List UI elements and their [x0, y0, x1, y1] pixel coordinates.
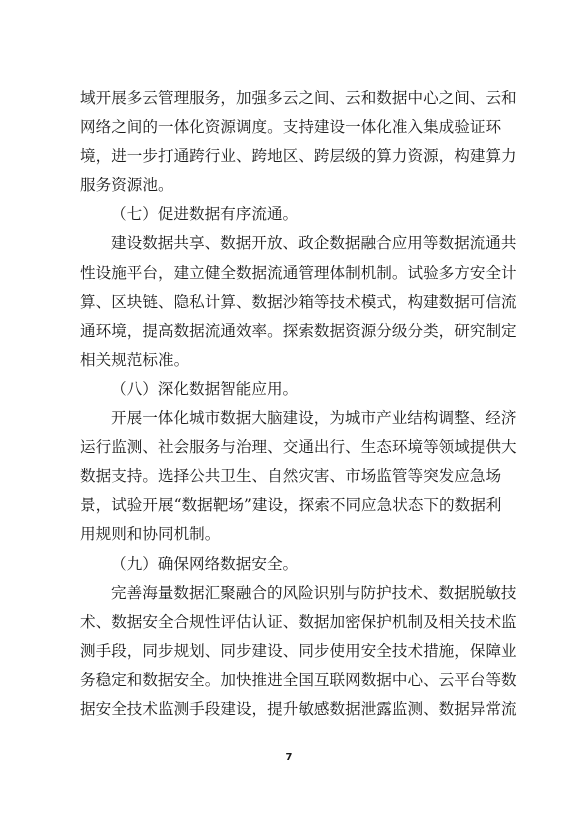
- text-line: 景，试验开展“数据靶场”建设，探索不同应急状态下的数据利: [80, 496, 502, 515]
- text-line: （七）促进数据有序流通。: [111, 205, 299, 224]
- text-line: 开展一体化城市数据大脑建设，为城市产业结构调整、经济: [111, 409, 517, 428]
- text-line: 境，进一步打通跨行业、跨地区、跨层级的算力资源，构建算力: [80, 147, 517, 166]
- text-line: 通环境，提高数据流通效率。探索数据资源分级分类，研究制定: [80, 321, 517, 340]
- text-line: 完善海量数据汇聚融合的风险识别与防护技术、数据脱敏技: [111, 583, 517, 602]
- text-line: 域开展多云管理服务，加强多云之间、云和数据中心之间、云和: [80, 89, 517, 107]
- text-line: 服务资源池。: [80, 176, 174, 195]
- text-line: （八）深化数据智能应用。: [111, 379, 299, 398]
- text-line: 运行监测、社会服务与治理、交通出行、生态环境等领域提供大: [80, 438, 517, 457]
- text-line: 算、区块链、隐私计算、数据沙箱等技术模式，构建数据可信流: [80, 292, 517, 311]
- document-body: [80, 84, 517, 724]
- text-line: 务稳定和数据安全。加快推进全国互联网数据中心、云平台等数: [80, 670, 517, 689]
- text-line: 据安全技术监测手段建设，提升敏感数据泄露监测、数据异常流: [80, 699, 517, 718]
- text-line: 用规则和协同机制。: [80, 525, 221, 544]
- text-line: （九）确保网络数据安全。: [111, 554, 299, 573]
- text-line: 数据支持。选择公共卫生、自然灾害、市场监管等突发应急场: [80, 467, 502, 486]
- page-number: 7: [285, 752, 293, 763]
- text-line: 性设施平台，建立健全数据流通管理体制机制。试验多方安全计: [80, 263, 517, 282]
- text-line: 术、数据安全合规性评估认证、数据加密保护机制及相关技术监: [80, 612, 517, 631]
- text-line: 测手段，同步规划、同步建设、同步使用安全技术措施，保障业: [80, 641, 517, 660]
- text-line: 相关规范标准。: [80, 350, 190, 369]
- text-line: 建设数据共享、数据开放、政企数据融合应用等数据流通共: [111, 234, 517, 253]
- text-line: 网络之间的一体化资源调度。支持建设一体化准入集成验证环: [80, 118, 502, 137]
